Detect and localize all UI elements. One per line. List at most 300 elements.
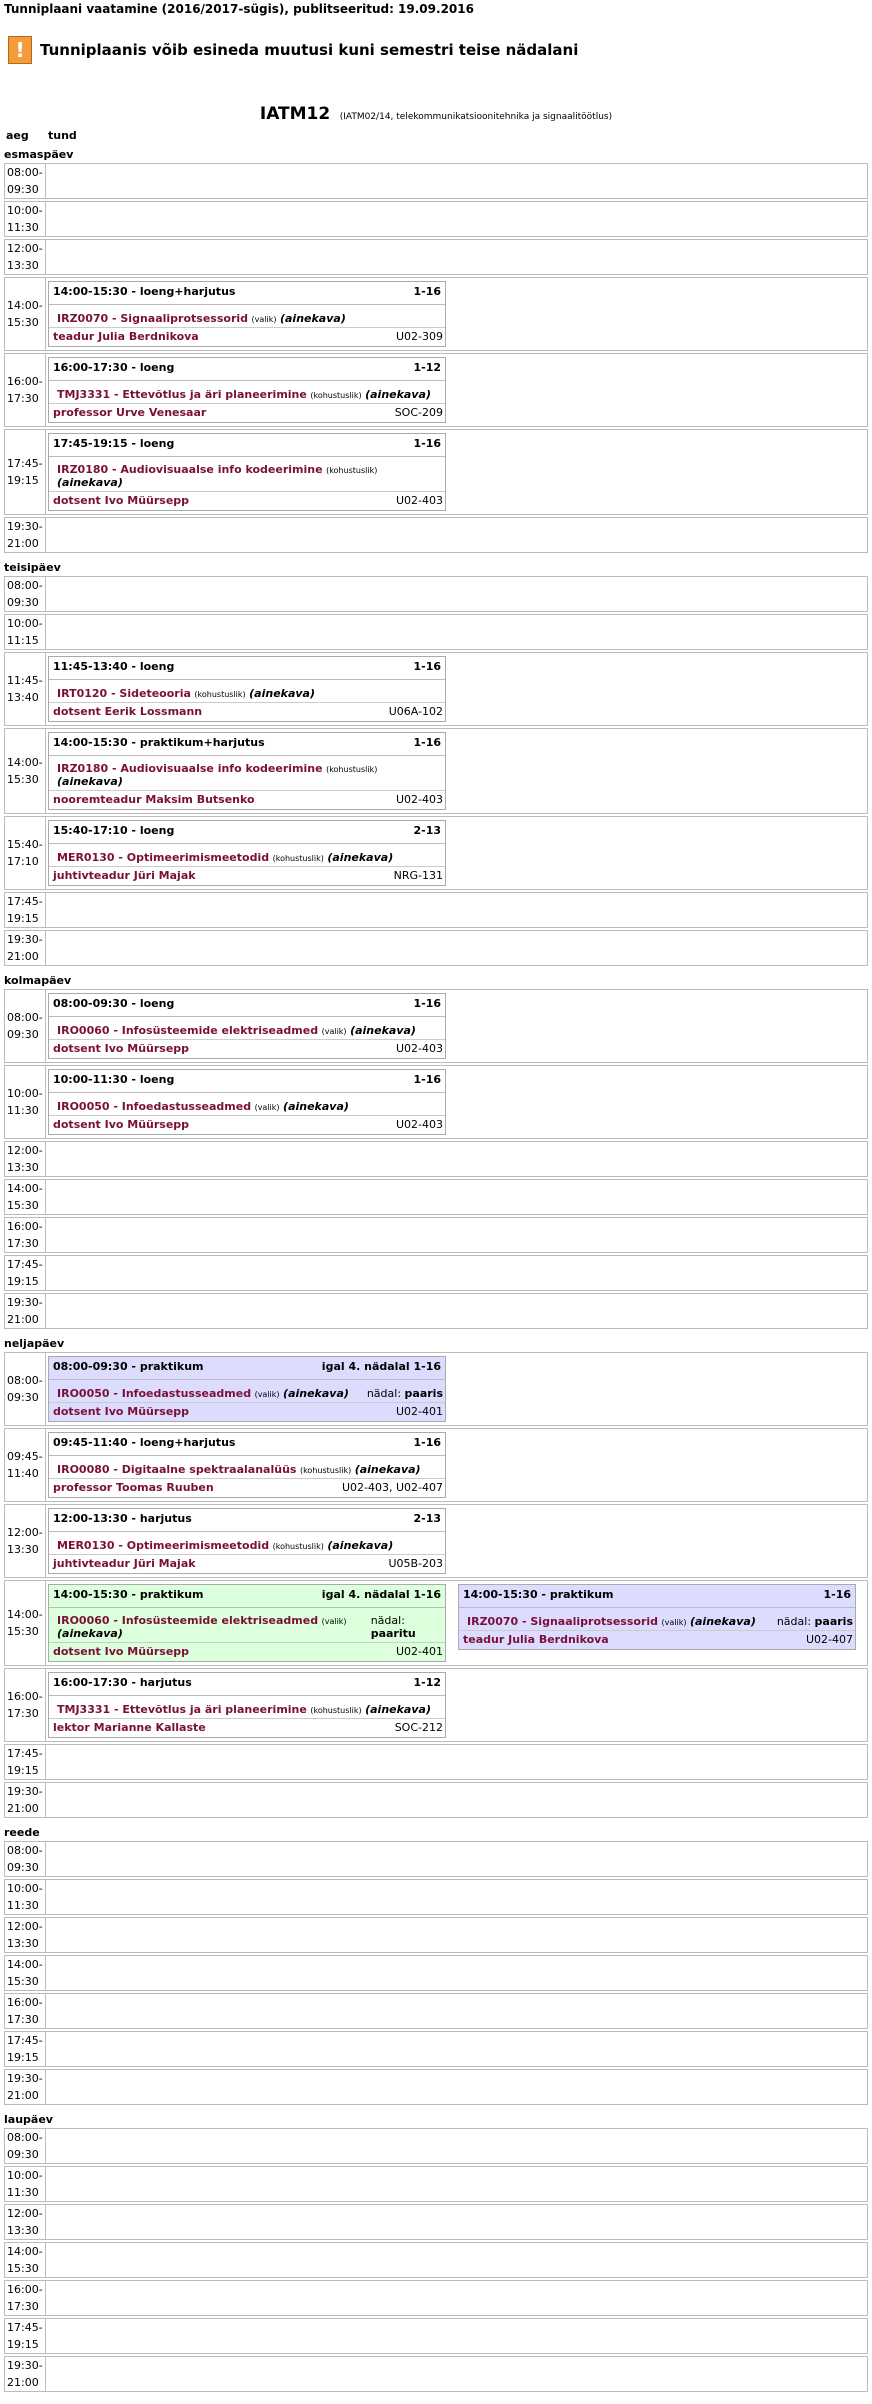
day-heading: kolmapäev bbox=[4, 974, 72, 987]
teacher-link[interactable]: dotsent Ivo Müürsepp bbox=[53, 494, 190, 507]
teacher-link[interactable]: juhtivteadur Jüri Majak bbox=[53, 869, 196, 882]
subject-kind: (valik) bbox=[661, 1617, 687, 1627]
lesson-subject-wrap bbox=[57, 762, 443, 788]
slot-time: 16:00- 17:30 bbox=[5, 2281, 46, 2315]
subject-link[interactable]: IRO0060 - Infosüsteemide elektriseadmed bbox=[57, 1023, 319, 1037]
syllabus-link[interactable]: (ainekava) bbox=[283, 1386, 349, 1400]
week-parity bbox=[777, 1615, 853, 1628]
slot-cells bbox=[46, 240, 867, 274]
lesson-weeks: 1-12 bbox=[413, 361, 441, 374]
slot-time: 17:45- 19:15 bbox=[5, 893, 46, 927]
syllabus-link[interactable]: (ainekava) bbox=[327, 850, 394, 864]
lesson-subject-row bbox=[49, 1700, 445, 1719]
slot-time: 08:00- 09:30 bbox=[5, 2129, 46, 2163]
slot-time: 19:30- 21:00 bbox=[5, 518, 46, 552]
syllabus-link[interactable]: (ainekava) bbox=[354, 1462, 421, 1476]
day-heading: laupäev bbox=[4, 2113, 53, 2126]
teacher-link[interactable]: professor Toomas Ruuben bbox=[53, 1481, 214, 1494]
slot-time: 08:00- 09:30 bbox=[5, 1842, 46, 1876]
subject-kind: (kohustuslik) bbox=[272, 853, 324, 863]
subject-kind: (kohustuslik) bbox=[310, 1705, 362, 1715]
subject-link[interactable]: TMJ3331 - Ettevõtlus ja äri planeerimine bbox=[57, 387, 307, 401]
teacher-link[interactable]: teadur Julia Berdnikova bbox=[463, 1633, 609, 1646]
subject-link[interactable]: IRZ0070 - Signaaliprotsessorid bbox=[467, 1614, 659, 1628]
syllabus-link[interactable]: (ainekava) bbox=[365, 387, 431, 401]
slot-cells bbox=[46, 1918, 867, 1952]
lesson-subject-row bbox=[49, 848, 445, 867]
time-slot-row bbox=[4, 1141, 868, 1177]
slot-cells bbox=[46, 2357, 867, 2391]
time-slot-row bbox=[4, 353, 868, 427]
lesson-subject-wrap bbox=[467, 1615, 756, 1628]
slot-cells bbox=[46, 1256, 867, 1290]
lesson-room: NRG-131 bbox=[393, 869, 443, 882]
time-slot-row bbox=[4, 930, 868, 966]
lesson-teacher-row bbox=[459, 1631, 855, 1649]
lesson-subject-row bbox=[49, 760, 445, 791]
slot-time: 08:00- 09:30 bbox=[5, 577, 46, 611]
slot-cells bbox=[46, 2205, 867, 2239]
syllabus-link[interactable]: (ainekava) bbox=[350, 1023, 416, 1037]
lesson-weeks: 1-16 bbox=[413, 285, 441, 298]
teacher-link[interactable]: lektor Marianne Kallaste bbox=[53, 1721, 206, 1734]
slot-cells bbox=[46, 893, 867, 927]
lesson-header bbox=[49, 1070, 445, 1093]
slot-cells bbox=[46, 990, 867, 1062]
subject-kind: (kohustuslik) bbox=[272, 1541, 324, 1551]
slot-time: 14:00- 15:30 bbox=[5, 2243, 46, 2277]
subject-link[interactable]: TMJ3331 - Ettevõtlus ja äri planeerimine bbox=[57, 1702, 307, 1716]
slot-time: 08:00- 09:30 bbox=[5, 164, 46, 198]
lesson-card bbox=[48, 1584, 446, 1662]
time-slot-row bbox=[4, 1217, 868, 1253]
week-label: nädal: bbox=[776, 1614, 812, 1628]
slot-time: 08:00- 09:30 bbox=[5, 1353, 46, 1425]
lesson-time-type: 14:00-15:30 - praktikum bbox=[53, 1588, 204, 1601]
lesson-teacher-row bbox=[49, 703, 445, 721]
time-slot-row bbox=[4, 892, 868, 928]
lesson-time-type: 16:00-17:30 - harjutus bbox=[53, 1676, 192, 1689]
time-slot-row bbox=[4, 1917, 868, 1953]
slot-cells bbox=[46, 1842, 867, 1876]
teacher-link[interactable]: juhtivteadur Jüri Majak bbox=[53, 1557, 196, 1570]
time-slot-row bbox=[4, 576, 868, 612]
time-slot-row bbox=[4, 1255, 868, 1291]
lesson-room: U02-403 bbox=[395, 494, 443, 507]
lesson-subject-row bbox=[49, 1384, 445, 1403]
lesson-card bbox=[48, 357, 446, 423]
lesson-weeks: 1-16 bbox=[413, 437, 441, 450]
time-slot-row bbox=[4, 2318, 868, 2354]
slot-time: 16:00- 17:30 bbox=[5, 1669, 46, 1741]
week-parity bbox=[371, 1614, 443, 1640]
lesson-subject-row bbox=[49, 385, 445, 404]
lesson-card bbox=[48, 732, 446, 810]
subject-kind: (valik) bbox=[254, 1389, 280, 1399]
subject-kind: (kohustuslik) bbox=[194, 689, 246, 699]
teacher-link[interactable]: dotsent Eerik Lossmann bbox=[53, 705, 203, 718]
lesson-header bbox=[49, 1673, 445, 1696]
time-slot-row bbox=[4, 1580, 868, 1666]
time-slot-row bbox=[4, 2166, 868, 2202]
slot-cells bbox=[46, 1745, 867, 1779]
lesson-teacher-row bbox=[49, 1403, 445, 1421]
lesson-room: U02-403 bbox=[395, 793, 443, 806]
group-code: IATM12 bbox=[259, 104, 331, 124]
time-slot-row bbox=[4, 728, 868, 814]
lesson-header bbox=[49, 358, 445, 381]
slot-cells bbox=[46, 931, 867, 965]
slot-cells bbox=[46, 1353, 867, 1425]
lesson-subject-wrap bbox=[57, 312, 346, 325]
lesson-subject-row bbox=[49, 1097, 445, 1116]
lesson-subject-row bbox=[49, 1612, 445, 1643]
lesson-card bbox=[48, 1508, 446, 1574]
teacher-link[interactable]: nooremteadur Maksim Butsenko bbox=[53, 793, 255, 806]
slot-cells bbox=[46, 2032, 867, 2066]
lesson-subject-wrap bbox=[57, 1703, 431, 1716]
lesson-subject-wrap bbox=[57, 1100, 349, 1113]
lesson-card bbox=[458, 1584, 856, 1650]
time-slot-row bbox=[4, 1841, 868, 1877]
time-slot-row bbox=[4, 1065, 868, 1139]
lesson-header bbox=[49, 733, 445, 756]
slot-time: 09:45- 11:40 bbox=[5, 1429, 46, 1501]
slot-cells bbox=[46, 1783, 867, 1817]
time-slot-row bbox=[4, 1293, 868, 1329]
time-slot-row bbox=[4, 2031, 868, 2067]
week-parity-value: paaris bbox=[404, 1386, 443, 1400]
group-description: (IATM02/14, telekommunikatsioonitehnika ja signaalitöötlus) bbox=[339, 112, 613, 122]
lesson-card bbox=[48, 281, 446, 347]
lesson-room: SOC-209 bbox=[394, 406, 443, 419]
subject-kind: (valik) bbox=[321, 1026, 347, 1036]
slot-time: 19:30- 21:00 bbox=[5, 1294, 46, 1328]
lesson-subject-wrap bbox=[57, 1539, 393, 1552]
syllabus-link[interactable]: (ainekava) bbox=[327, 1538, 394, 1552]
slot-time: 10:00- 11:30 bbox=[5, 2167, 46, 2201]
exclamation-icon: ! bbox=[8, 36, 32, 64]
lesson-weeks: 1-12 bbox=[413, 1676, 441, 1689]
lesson-room: U06A-102 bbox=[388, 705, 443, 718]
slot-cells bbox=[46, 430, 867, 514]
subject-kind: (valik) bbox=[321, 1617, 347, 1626]
slot-time: 17:45- 19:15 bbox=[5, 2319, 46, 2353]
slot-cells bbox=[46, 1880, 867, 1914]
lesson-header bbox=[49, 1509, 445, 1532]
warning-banner bbox=[8, 34, 868, 66]
time-slot-row bbox=[4, 201, 868, 237]
lesson-subject-wrap bbox=[57, 1024, 416, 1037]
time-slot-row bbox=[4, 614, 868, 650]
lesson-weeks: 1-16 bbox=[413, 1436, 441, 1449]
lesson-header bbox=[49, 657, 445, 680]
slot-time: 12:00- 13:30 bbox=[5, 1918, 46, 1952]
slot-cells bbox=[46, 2129, 867, 2163]
syllabus-link[interactable]: (ainekava) bbox=[365, 1702, 431, 1716]
time-slot-row bbox=[4, 1179, 868, 1215]
subject-kind: (valik) bbox=[254, 1102, 280, 1112]
slot-time: 19:30- 21:00 bbox=[5, 931, 46, 965]
slot-time: 08:00- 09:30 bbox=[5, 990, 46, 1062]
lesson-weeks: 1-16 bbox=[413, 736, 441, 749]
lesson-teacher-row bbox=[49, 791, 445, 809]
slot-time: 19:30- 21:00 bbox=[5, 1783, 46, 1817]
slot-cells bbox=[46, 653, 867, 725]
slot-cells bbox=[46, 1505, 867, 1577]
slot-cells bbox=[46, 577, 867, 611]
lesson-teacher-row bbox=[49, 1040, 445, 1058]
lesson-room: U02-403 bbox=[395, 1118, 443, 1131]
subject-kind: (kohustuslik) bbox=[326, 466, 378, 475]
slot-cells bbox=[46, 354, 867, 426]
slot-time: 17:45- 19:15 bbox=[5, 1256, 46, 1290]
syllabus-link[interactable]: (ainekava) bbox=[57, 1627, 123, 1640]
lesson-room: U02-403, U02-407 bbox=[341, 1481, 443, 1494]
syllabus-link[interactable]: (ainekava) bbox=[279, 311, 346, 325]
column-lesson: tund bbox=[48, 129, 77, 142]
lesson-teacher-row bbox=[49, 1643, 445, 1661]
day-heading: esmaspäev bbox=[4, 148, 74, 161]
slot-cells bbox=[46, 2319, 867, 2353]
lesson-subject-row bbox=[49, 1021, 445, 1040]
slot-time: 17:45- 19:15 bbox=[5, 2032, 46, 2066]
slot-cells bbox=[46, 164, 867, 198]
lesson-subject-row bbox=[49, 461, 445, 492]
slot-time: 16:00- 17:30 bbox=[5, 1218, 46, 1252]
week-label: nädal: bbox=[366, 1386, 402, 1400]
lesson-teacher-row bbox=[49, 1719, 445, 1737]
slot-time: 14:00- 15:30 bbox=[5, 278, 46, 350]
lesson-time-type: 10:00-11:30 - loeng bbox=[53, 1073, 175, 1086]
lesson-teacher-row bbox=[49, 404, 445, 422]
lesson-card bbox=[48, 820, 446, 886]
lesson-card bbox=[48, 1069, 446, 1135]
time-slot-row bbox=[4, 1993, 868, 2029]
time-slot-row bbox=[4, 1782, 868, 1818]
day-heading: neljapäev bbox=[4, 1337, 65, 1350]
lesson-subject-row bbox=[49, 309, 445, 328]
lesson-weeks: 1-16 bbox=[413, 1073, 441, 1086]
syllabus-link[interactable]: (ainekava) bbox=[689, 1614, 756, 1628]
time-slot-row bbox=[4, 652, 868, 726]
slot-cells bbox=[46, 2167, 867, 2201]
lesson-teacher-row bbox=[49, 1555, 445, 1573]
lesson-time-type: 14:00-15:30 - praktikum bbox=[463, 1588, 614, 1601]
time-slot-row bbox=[4, 2356, 868, 2392]
teacher-link[interactable]: dotsent Ivo Müürsepp bbox=[53, 1645, 190, 1658]
slot-cells bbox=[46, 2070, 867, 2104]
lesson-room: U02-403 bbox=[395, 1042, 443, 1055]
week-label: nädal: bbox=[370, 1614, 405, 1627]
lesson-time-type: 08:00-09:30 - loeng bbox=[53, 997, 175, 1010]
slot-cells bbox=[46, 2243, 867, 2277]
slot-time: 12:00- 13:30 bbox=[5, 240, 46, 274]
lesson-teacher-row bbox=[49, 867, 445, 885]
subject-link[interactable]: IRO0080 - Digitaalne spektraalanalüüs bbox=[57, 1462, 297, 1476]
slot-cells bbox=[46, 729, 867, 813]
lesson-header bbox=[49, 1357, 445, 1380]
teacher-link[interactable]: dotsent Ivo Müürsepp bbox=[53, 1118, 190, 1131]
slot-cells bbox=[46, 278, 867, 350]
slot-time: 10:00- 11:30 bbox=[5, 1066, 46, 1138]
day-heading: teisipäev bbox=[4, 561, 61, 574]
page-title: Tunniplaani vaatamine (2016/2017-sügis), publitseeritud: 19.09.2016 bbox=[4, 2, 474, 16]
slot-cells bbox=[46, 1429, 867, 1501]
slot-time: 16:00- 17:30 bbox=[5, 1994, 46, 2028]
lesson-time-type: 12:00-13:30 - harjutus bbox=[53, 1512, 192, 1525]
time-slot-row bbox=[4, 1744, 868, 1780]
lesson-room: U02-401 bbox=[395, 1645, 443, 1658]
syllabus-link[interactable]: (ainekava) bbox=[57, 476, 123, 489]
teacher-link[interactable]: dotsent Ivo Müürsepp bbox=[53, 1405, 190, 1418]
slot-cells bbox=[46, 1218, 867, 1252]
lesson-header bbox=[49, 282, 445, 305]
subject-link[interactable]: MER0130 - Optimeerimismeetodid bbox=[57, 1538, 270, 1552]
column-headers bbox=[4, 126, 868, 142]
lesson-room: U02-407 bbox=[805, 1633, 853, 1646]
slot-cells bbox=[46, 1294, 867, 1328]
lesson-room: U02-401 bbox=[395, 1405, 443, 1418]
slot-cells bbox=[46, 1669, 867, 1741]
lesson-subject-wrap bbox=[57, 1463, 421, 1476]
slot-cells bbox=[46, 518, 867, 552]
slot-cells bbox=[46, 817, 867, 889]
schedule bbox=[4, 142, 868, 2392]
lesson-weeks: igal 4. nädalal 1-16 bbox=[321, 1360, 441, 1373]
syllabus-link[interactable]: (ainekava) bbox=[283, 1099, 349, 1113]
slot-time: 12:00- 13:30 bbox=[5, 1505, 46, 1577]
teacher-link[interactable]: dotsent Ivo Müürsepp bbox=[53, 1042, 190, 1055]
slot-cells bbox=[46, 1142, 867, 1176]
lesson-subject-wrap bbox=[57, 1387, 349, 1400]
lesson-subject-wrap bbox=[57, 687, 315, 700]
slot-cells bbox=[46, 1994, 867, 2028]
slot-time: 10:00- 11:30 bbox=[5, 1880, 46, 1914]
subject-link[interactable]: MER0130 - Optimeerimismeetodid bbox=[57, 850, 270, 864]
lesson-room: U02-309 bbox=[395, 330, 443, 343]
lesson-card bbox=[48, 1356, 446, 1422]
time-slot-row bbox=[4, 517, 868, 553]
teacher-link[interactable]: professor Urve Venesaar bbox=[53, 406, 207, 419]
time-slot-row bbox=[4, 163, 868, 199]
lesson-subject-wrap bbox=[57, 851, 393, 864]
slot-cells bbox=[46, 1180, 867, 1214]
lesson-card bbox=[48, 1432, 446, 1498]
lesson-weeks: 1-16 bbox=[823, 1588, 851, 1601]
subject-kind: (kohustuslik) bbox=[326, 765, 378, 774]
warning-text: Tunniplaanis võib esineda muutusi kuni semestri teise nädalani bbox=[40, 41, 579, 59]
lesson-card bbox=[48, 1672, 446, 1738]
lesson-time-type: 15:40-17:10 - loeng bbox=[53, 824, 175, 837]
lesson-subject-row bbox=[49, 1536, 445, 1555]
subject-link[interactable]: IRT0120 - Sideteooria bbox=[57, 686, 191, 700]
subject-link[interactable]: IRO0050 - Infoedastusseadmed bbox=[57, 1386, 252, 1400]
lesson-subject-wrap bbox=[57, 1614, 371, 1640]
time-slot-row bbox=[4, 816, 868, 890]
lesson-header bbox=[459, 1585, 855, 1608]
subject-kind: (kohustuslik) bbox=[310, 390, 362, 400]
time-slot-row bbox=[4, 1879, 868, 1915]
slot-time: 12:00- 13:30 bbox=[5, 2205, 46, 2239]
lesson-card bbox=[48, 656, 446, 722]
lesson-weeks: igal 4. nädalal 1-16 bbox=[321, 1588, 441, 1601]
lesson-weeks: 1-16 bbox=[413, 660, 441, 673]
lesson-card bbox=[48, 993, 446, 1059]
lesson-room: U05B-203 bbox=[388, 1557, 443, 1570]
time-slot-row bbox=[4, 2128, 868, 2164]
syllabus-link[interactable]: (ainekava) bbox=[57, 775, 123, 788]
time-slot-row bbox=[4, 2242, 868, 2278]
time-slot-row bbox=[4, 239, 868, 275]
subject-link[interactable]: IRO0060 - Infosüsteemide elektriseadmed bbox=[57, 1614, 319, 1627]
syllabus-link[interactable]: (ainekava) bbox=[249, 686, 316, 700]
slot-time: 10:00- 11:15 bbox=[5, 615, 46, 649]
lesson-room: SOC-212 bbox=[394, 1721, 443, 1734]
lesson-teacher-row bbox=[49, 1479, 445, 1497]
lesson-time-type: 11:45-13:40 - loeng bbox=[53, 660, 175, 673]
day-heading: reede bbox=[4, 1826, 40, 1839]
subject-link[interactable]: IRZ0070 - Signaaliprotsessorid bbox=[57, 311, 249, 325]
time-slot-row bbox=[4, 2069, 868, 2105]
slot-time: 14:00- 15:30 bbox=[5, 1180, 46, 1214]
lesson-header bbox=[49, 821, 445, 844]
time-slot-row bbox=[4, 1668, 868, 1742]
time-slot-row bbox=[4, 277, 868, 351]
slot-cells bbox=[46, 2281, 867, 2315]
lesson-subject-wrap bbox=[57, 463, 443, 489]
lesson-time-type: 08:00-09:30 - praktikum bbox=[53, 1360, 204, 1373]
time-slot-row bbox=[4, 429, 868, 515]
subject-link[interactable]: IRZ0180 - Audiovisuaalse info kodeerimine bbox=[57, 463, 323, 476]
lesson-header bbox=[49, 994, 445, 1017]
time-slot-row bbox=[4, 1428, 868, 1502]
lesson-teacher-row bbox=[49, 1116, 445, 1134]
slot-time: 15:40- 17:10 bbox=[5, 817, 46, 889]
slot-time: 19:30- 21:00 bbox=[5, 2070, 46, 2104]
subject-link[interactable]: IRZ0180 - Audiovisuaalse info kodeerimine bbox=[57, 762, 323, 775]
subject-link[interactable]: IRO0050 - Infoedastusseadmed bbox=[57, 1099, 252, 1113]
time-slot-row bbox=[4, 1955, 868, 1991]
slot-time: 17:45- 19:15 bbox=[5, 1745, 46, 1779]
week-parity-value: paaris bbox=[814, 1614, 853, 1628]
week-parity-value: paaritu bbox=[370, 1627, 416, 1640]
teacher-link[interactable]: teadur Julia Berdnikova bbox=[53, 330, 199, 343]
subject-kind: (kohustuslik) bbox=[299, 1465, 352, 1475]
lesson-time-type: 16:00-17:30 - loeng bbox=[53, 361, 175, 374]
time-slot-row bbox=[4, 1504, 868, 1578]
slot-time: 14:00- 15:30 bbox=[5, 1956, 46, 1990]
column-time: aeg bbox=[6, 129, 29, 142]
lesson-header bbox=[49, 1585, 445, 1608]
lesson-weeks: 2-13 bbox=[413, 824, 441, 837]
time-slot-row bbox=[4, 2204, 868, 2240]
week-parity bbox=[367, 1387, 443, 1400]
slot-cells bbox=[46, 202, 867, 236]
slot-time: 12:00- 13:30 bbox=[5, 1142, 46, 1176]
time-slot-row bbox=[4, 2280, 868, 2316]
slot-cells bbox=[46, 615, 867, 649]
lesson-weeks: 1-16 bbox=[413, 997, 441, 1010]
slot-cells bbox=[46, 1956, 867, 1990]
lesson-time-type: 14:00-15:30 - loeng+harjutus bbox=[53, 285, 236, 298]
time-slot-row bbox=[4, 1352, 868, 1426]
slot-time: 14:00- 15:30 bbox=[5, 1581, 46, 1665]
slot-time: 10:00- 11:30 bbox=[5, 202, 46, 236]
slot-time: 14:00- 15:30 bbox=[5, 729, 46, 813]
lesson-teacher-row bbox=[49, 492, 445, 510]
lesson-weeks: 2-13 bbox=[413, 1512, 441, 1525]
